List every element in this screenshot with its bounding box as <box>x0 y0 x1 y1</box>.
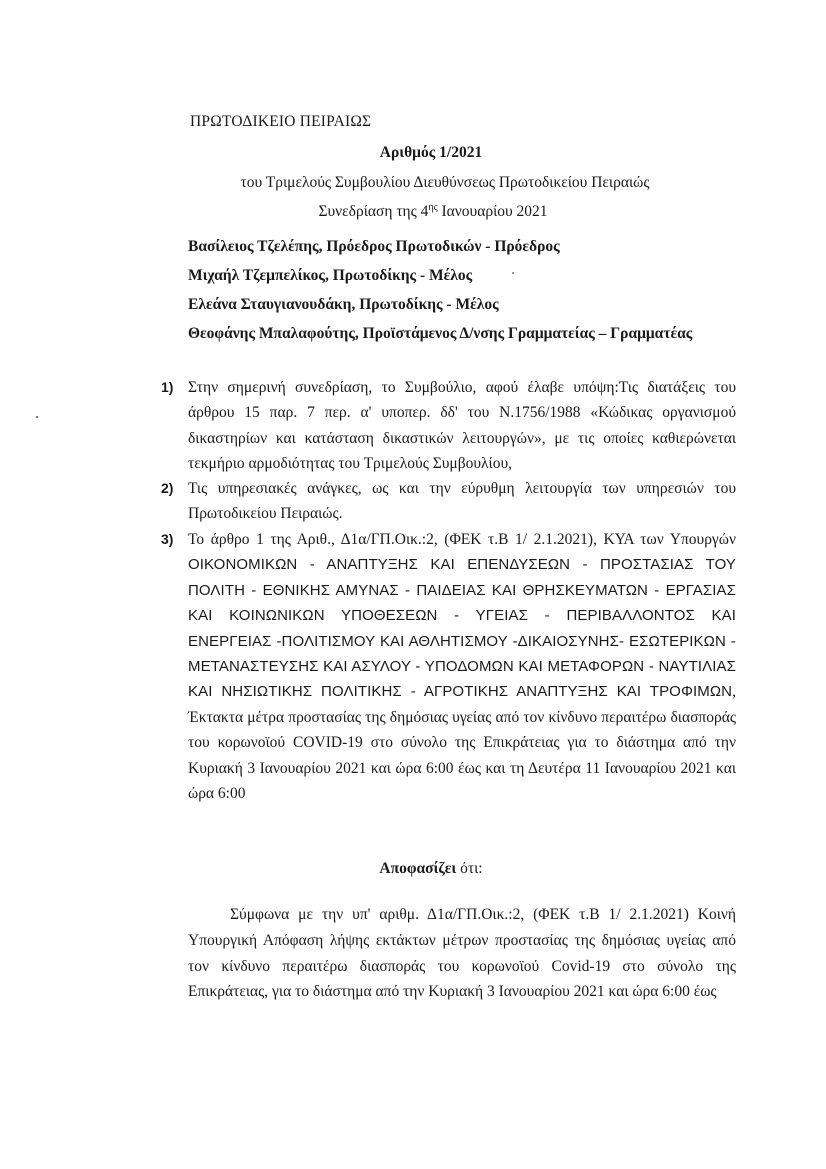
member-secretary: Θεοφάνης Μπαλαφούτης, Προϊστάμενος Δ/νσης Γραμματείας – Γραμματέας <box>188 325 693 342</box>
decision-heading <box>18 860 826 878</box>
item-text: Τις υπηρεσιακές ανάγκες, ως και την εύρυθμη λειτουργία των υπηρεσιών του Πρωτοδικείου Πειραιώς. <box>188 480 736 523</box>
decision-heading-bold: Αποφασίζει <box>379 860 457 877</box>
session-date <box>20 203 826 221</box>
session-suffix: Ιανουαρίου 2021 <box>437 203 548 220</box>
scan-speck <box>36 416 38 418</box>
scan-speck <box>512 272 514 274</box>
decision-heading-rest: ότι: <box>456 860 483 877</box>
item-text: Στην σημερινή συνεδρίαση, το Συμβούλιο, αφού έλαβε υπόψη:Τις διατάξεις του άρθρου 15 παρ. 7 περ. α' υποπερ. δδ' του Ν.1756/1988 «Κώδικας οργανισμού δικαστηρίων και κατάσταση δικαστικών λειτουργών», με τις οποίες καθιερώνεται τεκμήριο αρμοδιότητας του Τριμελούς Συμβουλίου, <box>188 379 736 473</box>
court-name: ΠΡΩΤΟΔΙΚΕΙΟ ΠΕΙΡΑΙΩΣ <box>190 113 372 130</box>
decision-number: Αριθμός 1/2021 <box>379 144 483 161</box>
consideration-item <box>158 375 736 476</box>
item-number: 3) <box>161 531 174 547</box>
item-number: 1) <box>161 379 174 395</box>
decision-paragraph: Σύμφωνα με την υπ' αριθμ. Δ1α/ΓΠ.Οικ.:2, (ΦΕΚ τ.Β 1/ 2.1.2021) Κοινή Υπουργική Απόφαση λήψης εκτάκτων μέτρων προστασίας της δημόσιας υγείας από τον κίνδυνο περαιτέρω διασποράς του κορωνοϊού Covid-19 στο σύνολο της Επικράτειας, για το διάστημα από την Κυριακή 3 Ιανουαρίου 2021 και ώρα 6:00 έως <box>188 906 736 1001</box>
council-name: του Τριμελούς Συμβουλίου Διευθύνσεως Πρωτοδικείου Πειραιώς <box>240 174 650 191</box>
item-ministries: ΟΙΚΟΝΟΜΙΚΩΝ - ΑΝΑΠΤΥΞΗΣ ΚΑΙ ΕΠΕΝΔΥΣΕΩΝ - ΠΡΟΣΤΑΣΙΑΣ ΤΟΥ ΠΟΛΙΤΗ - ΕΘΝΙΚΗΣ ΑΜΥΝΑΣ - ΠΑΙΔΕΙΑΣ ΚΑΙ ΘΡΗΣΚΕΥΜΑΤΩΝ - ΕΡΓΑΣΙΑΣ ΚΑΙ ΚΟΙΝΩΝΙΚΩΝ ΥΠΟΘΕΣΕΩΝ - ΥΓΕΙΑΣ - ΠΕΡΙΒΑΛΛΟΝΤΟΣ ΚΑΙ ΕΝΕΡΓΕΙΑΣ -ΠΟΛΙΤΙΣΜΟΥ ΚΑΙ ΑΘΛΗΤΙΣΜΟΥ -ΔΙΚΑΙΟΣΥΝΗΣ- ΕΣΩΤΕΡΙΚΩΝ - ΜΕΤΑΝΑΣΤΕΥΣΗΣ ΚΑΙ ΑΣΥΛΟΥ - ΥΠΟΔΟΜΩΝ ΚΑΙ ΜΕΤΑΦΟΡΩΝ - ΝΑΥΤΙΛΙΑΣ ΚΑΙ ΝΗΣΙΩΤΙΚΗΣ ΠΟΛΙΤΙΚΗΣ - ΑΓΡΟΤΙΚΗΣ ΑΝΑΠΤΥΞΗΣ ΚΑΙ ΤΡΟΦΙΜΩΝ <box>188 556 736 701</box>
session-prefix: Συνεδρίαση της 4 <box>318 203 429 220</box>
consideration-item <box>158 476 736 527</box>
session-ordinal: ης <box>428 201 438 213</box>
member-judge-2: Ελεάνα Σταυγιανουδάκη, Πρωτοδίκης - Μέλος <box>188 296 499 313</box>
item-number: 2) <box>161 480 174 496</box>
item-text-end: , Έκτακτα μέτρα προστασίας της δημόσιας υγείας από τον κίνδυνο περαιτέρω διασποράς του κορωνοϊού COVID-19 στο σύνολο της Επικράτειας για το διάστημα από την Κυριακή 3 Ιανουαρίου 2021 και ώρα 6:00 έως και τη Δευτέρα 11 Ιανουαρίου 2021 και ώρα 6:00 <box>188 683 736 803</box>
considerations-list <box>158 375 736 807</box>
consideration-item <box>158 527 736 807</box>
member-president: Βασίλειος Τζελέπης, Πρόεδρος Πρωτοδικών - Πρόεδρος <box>188 238 560 255</box>
item-text-start: Το άρθρο 1 της Αριθ., Δ1α/ΓΠ.Οικ.:2, (ΦΕΚ τ.Β 1/ 2.1.2021), ΚΥΑ των Υπουργών <box>188 531 736 548</box>
member-judge-1: Μιχαήλ Τζεμπελίκος, Πρωτοδίκης - Μέλος <box>188 267 473 284</box>
council-members <box>188 232 692 348</box>
